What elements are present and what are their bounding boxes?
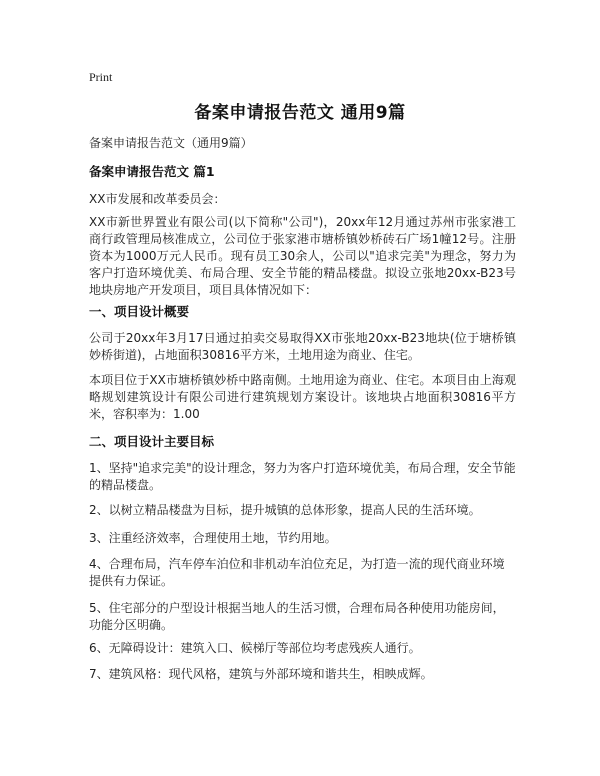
intro-paragraph: XX市新世界置业有限公司(以下简称"公司")，20xx年12月通过苏州市张家港工商行政管理局核准成立，公司位于张家港市塘桥镇妙桥砖石广场1幢12号。注册资本为1000万元人民币。现有员工30余人，公司以"追求完美"为理念，努力为客户打造环境优美、布局合理、安全节能的精品楼盘。拟设立张地20xx-B23号地块房地产开发项目，项目具体情况如下： — [89, 215, 516, 297]
goal-item: 4、合理布局，汽车停车泊位和非机动车泊位充足，为打造一流的现代商业环境提供有力保证。 — [89, 557, 505, 588]
document-title: 备案申请报告范文 通用9篇 — [194, 103, 406, 123]
summary-paragraph-2: 本项目位于XX市塘桥镇妙桥中路南侧。土地用途为商业、住宅。本项目由上海观略规划建筑设计有限公司进行建筑规划方案设计。该地块占地面积30816平方米，容积率为：1.00 — [89, 373, 516, 421]
goal-item: 3、注重经济效率，合理使用土地，节约用地。 — [89, 531, 337, 545]
print-label: Print — [89, 70, 113, 84]
heading-design-summary: 一、项目设计概要 — [89, 304, 190, 319]
goal-item: 1、坚持"追求完美"的设计理念，努力为客户打造环境优美，布局合理，安全节能的精品楼盘。 — [89, 461, 516, 492]
goal-item: 6、无障碍设计：建筑入口、候梯厅等部位均考虑残疾人通行。 — [89, 641, 421, 655]
greeting-line: XX市发展和改革委员会： — [89, 192, 226, 206]
heading-design-goals: 二、项目设计主要目标 — [89, 434, 215, 449]
summary-paragraph-1: 公司于20xx年3月17日通过拍卖交易取得XX市张地20xx-B23地块(位于塘桥镇妙桥街道)，占地面积30816平方米，土地用途为商业、住宅。 — [89, 331, 516, 362]
goal-item: 5、住宅部分的户型设计根据当地人的生活习惯，合理布局各种使用功能房间，功能分区明确。 — [89, 601, 505, 632]
document-subtitle: 备案申请报告范文（通用9篇） — [89, 136, 253, 150]
section-title: 备案申请报告范文 篇1 — [89, 164, 215, 179]
goal-item: 2、以树立精品楼盘为目标，提升城镇的总体形象，提高人民的生活环境。 — [89, 503, 481, 517]
goal-item: 7、建筑风格：现代风格，建筑与外部环境和谐共生，相映成辉。 — [89, 667, 433, 681]
